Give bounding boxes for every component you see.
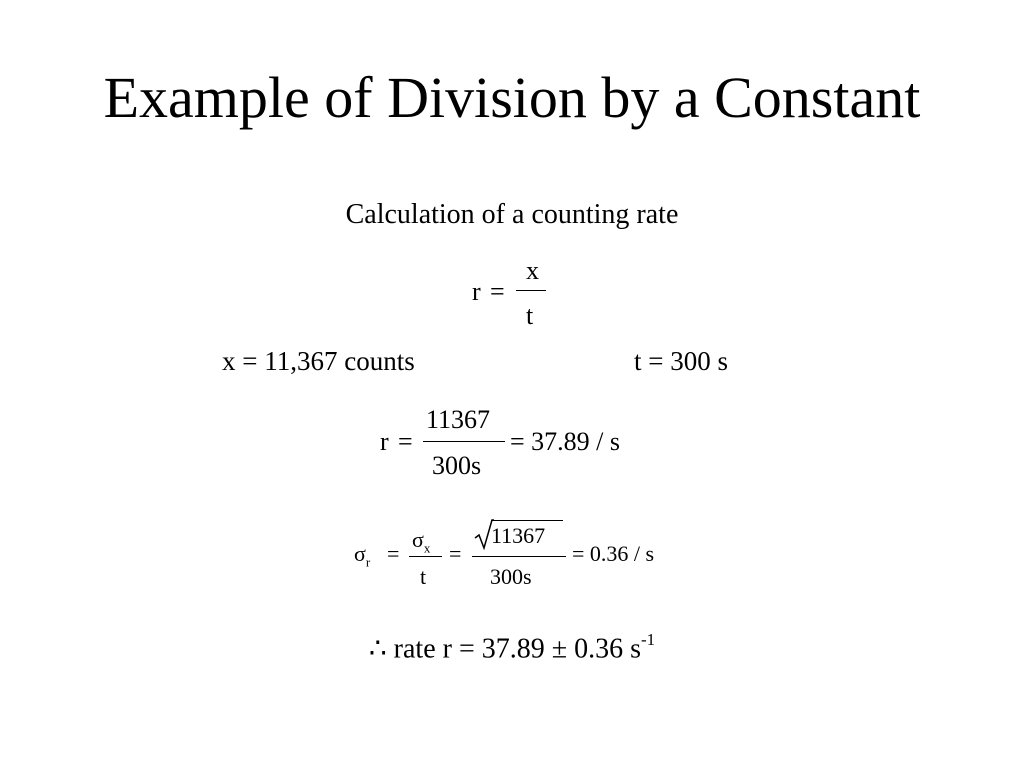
formula1-numerator: x	[526, 256, 539, 285]
formula3-fraction2-denominator: 300s	[490, 564, 532, 589]
given-t: t = 300 s	[634, 346, 728, 376]
formula3-fraction2-bar	[472, 556, 566, 557]
formula3-equals-2: =	[449, 541, 462, 566]
formula3-lhs-sigma	[354, 541, 370, 575]
formula3-fraction2-numerator: 11367	[491, 523, 546, 548]
formula2-numerator: 11367	[426, 405, 491, 434]
formula1-lhs: r	[472, 277, 481, 306]
square-root-vinculum	[491, 520, 563, 521]
formula3-fraction1-denominator: t	[420, 564, 427, 589]
slide-subtitle: Calculation of a counting rate	[345, 199, 679, 230]
sigma-symbol: σ	[354, 541, 366, 566]
given-x: x = 11,367 counts	[222, 346, 415, 376]
formula1-equals: =	[490, 277, 505, 306]
sigma-subscript-x: x	[423, 540, 431, 556]
formula2-fraction-bar	[423, 441, 505, 442]
therefore-symbol: ∴	[368, 633, 387, 665]
formula1-fraction-bar	[516, 290, 546, 291]
sigma-subscript-r: r	[365, 554, 371, 570]
formula3-fraction1-bar	[409, 556, 442, 557]
conclusion-exponent: -1	[641, 630, 656, 649]
formula2-denominator: 300s	[432, 451, 482, 480]
formula3-result: = 0.36 / s	[572, 541, 655, 566]
conclusion	[0, 625, 1024, 666]
slide-title: Example of Division by a Constant	[103, 65, 921, 130]
formula2-lhs: r	[380, 427, 389, 456]
sigma-symbol: σ	[412, 527, 424, 552]
conclusion-text: rate r = 37.89 ± 0.36 s	[393, 633, 641, 665]
formula3-equals-1: =	[387, 541, 400, 566]
formula2-equals: =	[398, 427, 413, 456]
formula1-denominator: t	[526, 301, 534, 330]
formula2-result: = 37.89 / s	[510, 427, 621, 456]
